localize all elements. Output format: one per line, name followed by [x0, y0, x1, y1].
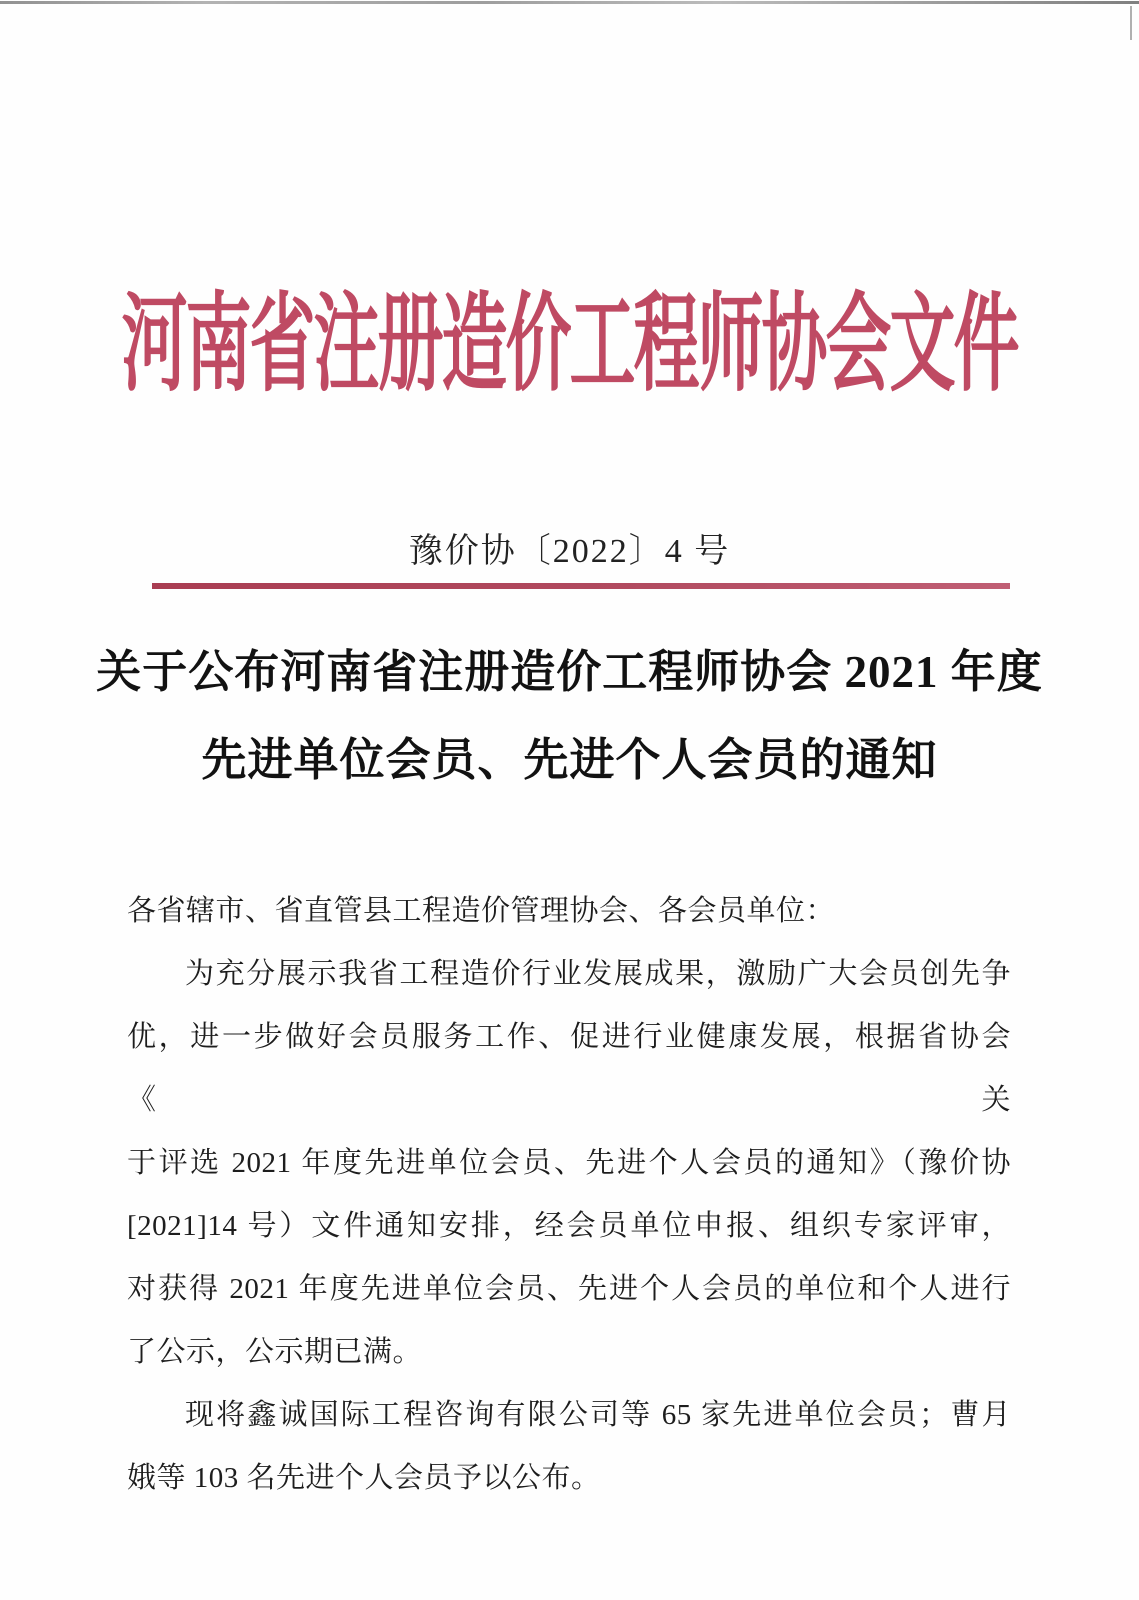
body-line: 了公示，公示期已满。: [127, 1336, 423, 1368]
document-title-line1: 关于公布河南省注册造价工程师协会 2021 年度: [96, 647, 1043, 697]
body-line: 于评选 2021 年度先进单位会员、先进个人会员的通知》（豫价协: [127, 1147, 1011, 1179]
body-line: 对获得 2021 年度先进单位会员、先进个人会员的单位和个人进行: [127, 1273, 1011, 1305]
body-line: [2021]14 号）文件通知安排，经会员单位申报、组织专家评审，: [127, 1210, 1011, 1242]
body-line: 娥等 103 名先进个人会员予以公布。: [127, 1462, 601, 1494]
body-line: 为充分展示我省工程造价行业发展成果，激励广大会员创先争: [185, 958, 1011, 990]
document-title: [70, 628, 1069, 804]
scan-top-edge-artifact: [0, 1, 1139, 4]
document-body: [127, 880, 1011, 1510]
document-number: 豫价协〔2022〕4 号: [408, 533, 731, 570]
red-separator-rule: [152, 583, 1010, 589]
body-line: 优，进一步做好会员服务工作、促进行业健康发展，根据省协会《关: [127, 1021, 1011, 1116]
scan-right-edge-artifact: [1130, 6, 1132, 40]
document-title-line2: 先进单位会员、先进个人会员的通知: [201, 735, 938, 785]
body-line: 现将鑫诚国际工程咨询有限公司等 65 家先进单位会员；曹月: [185, 1399, 1011, 1431]
body-line-salutation: 各省辖市、省直管县工程造价管理协会、各会员单位：: [127, 895, 836, 927]
red-header-org-banner: 河南省注册造价工程师协会文件: [121, 286, 1018, 405]
